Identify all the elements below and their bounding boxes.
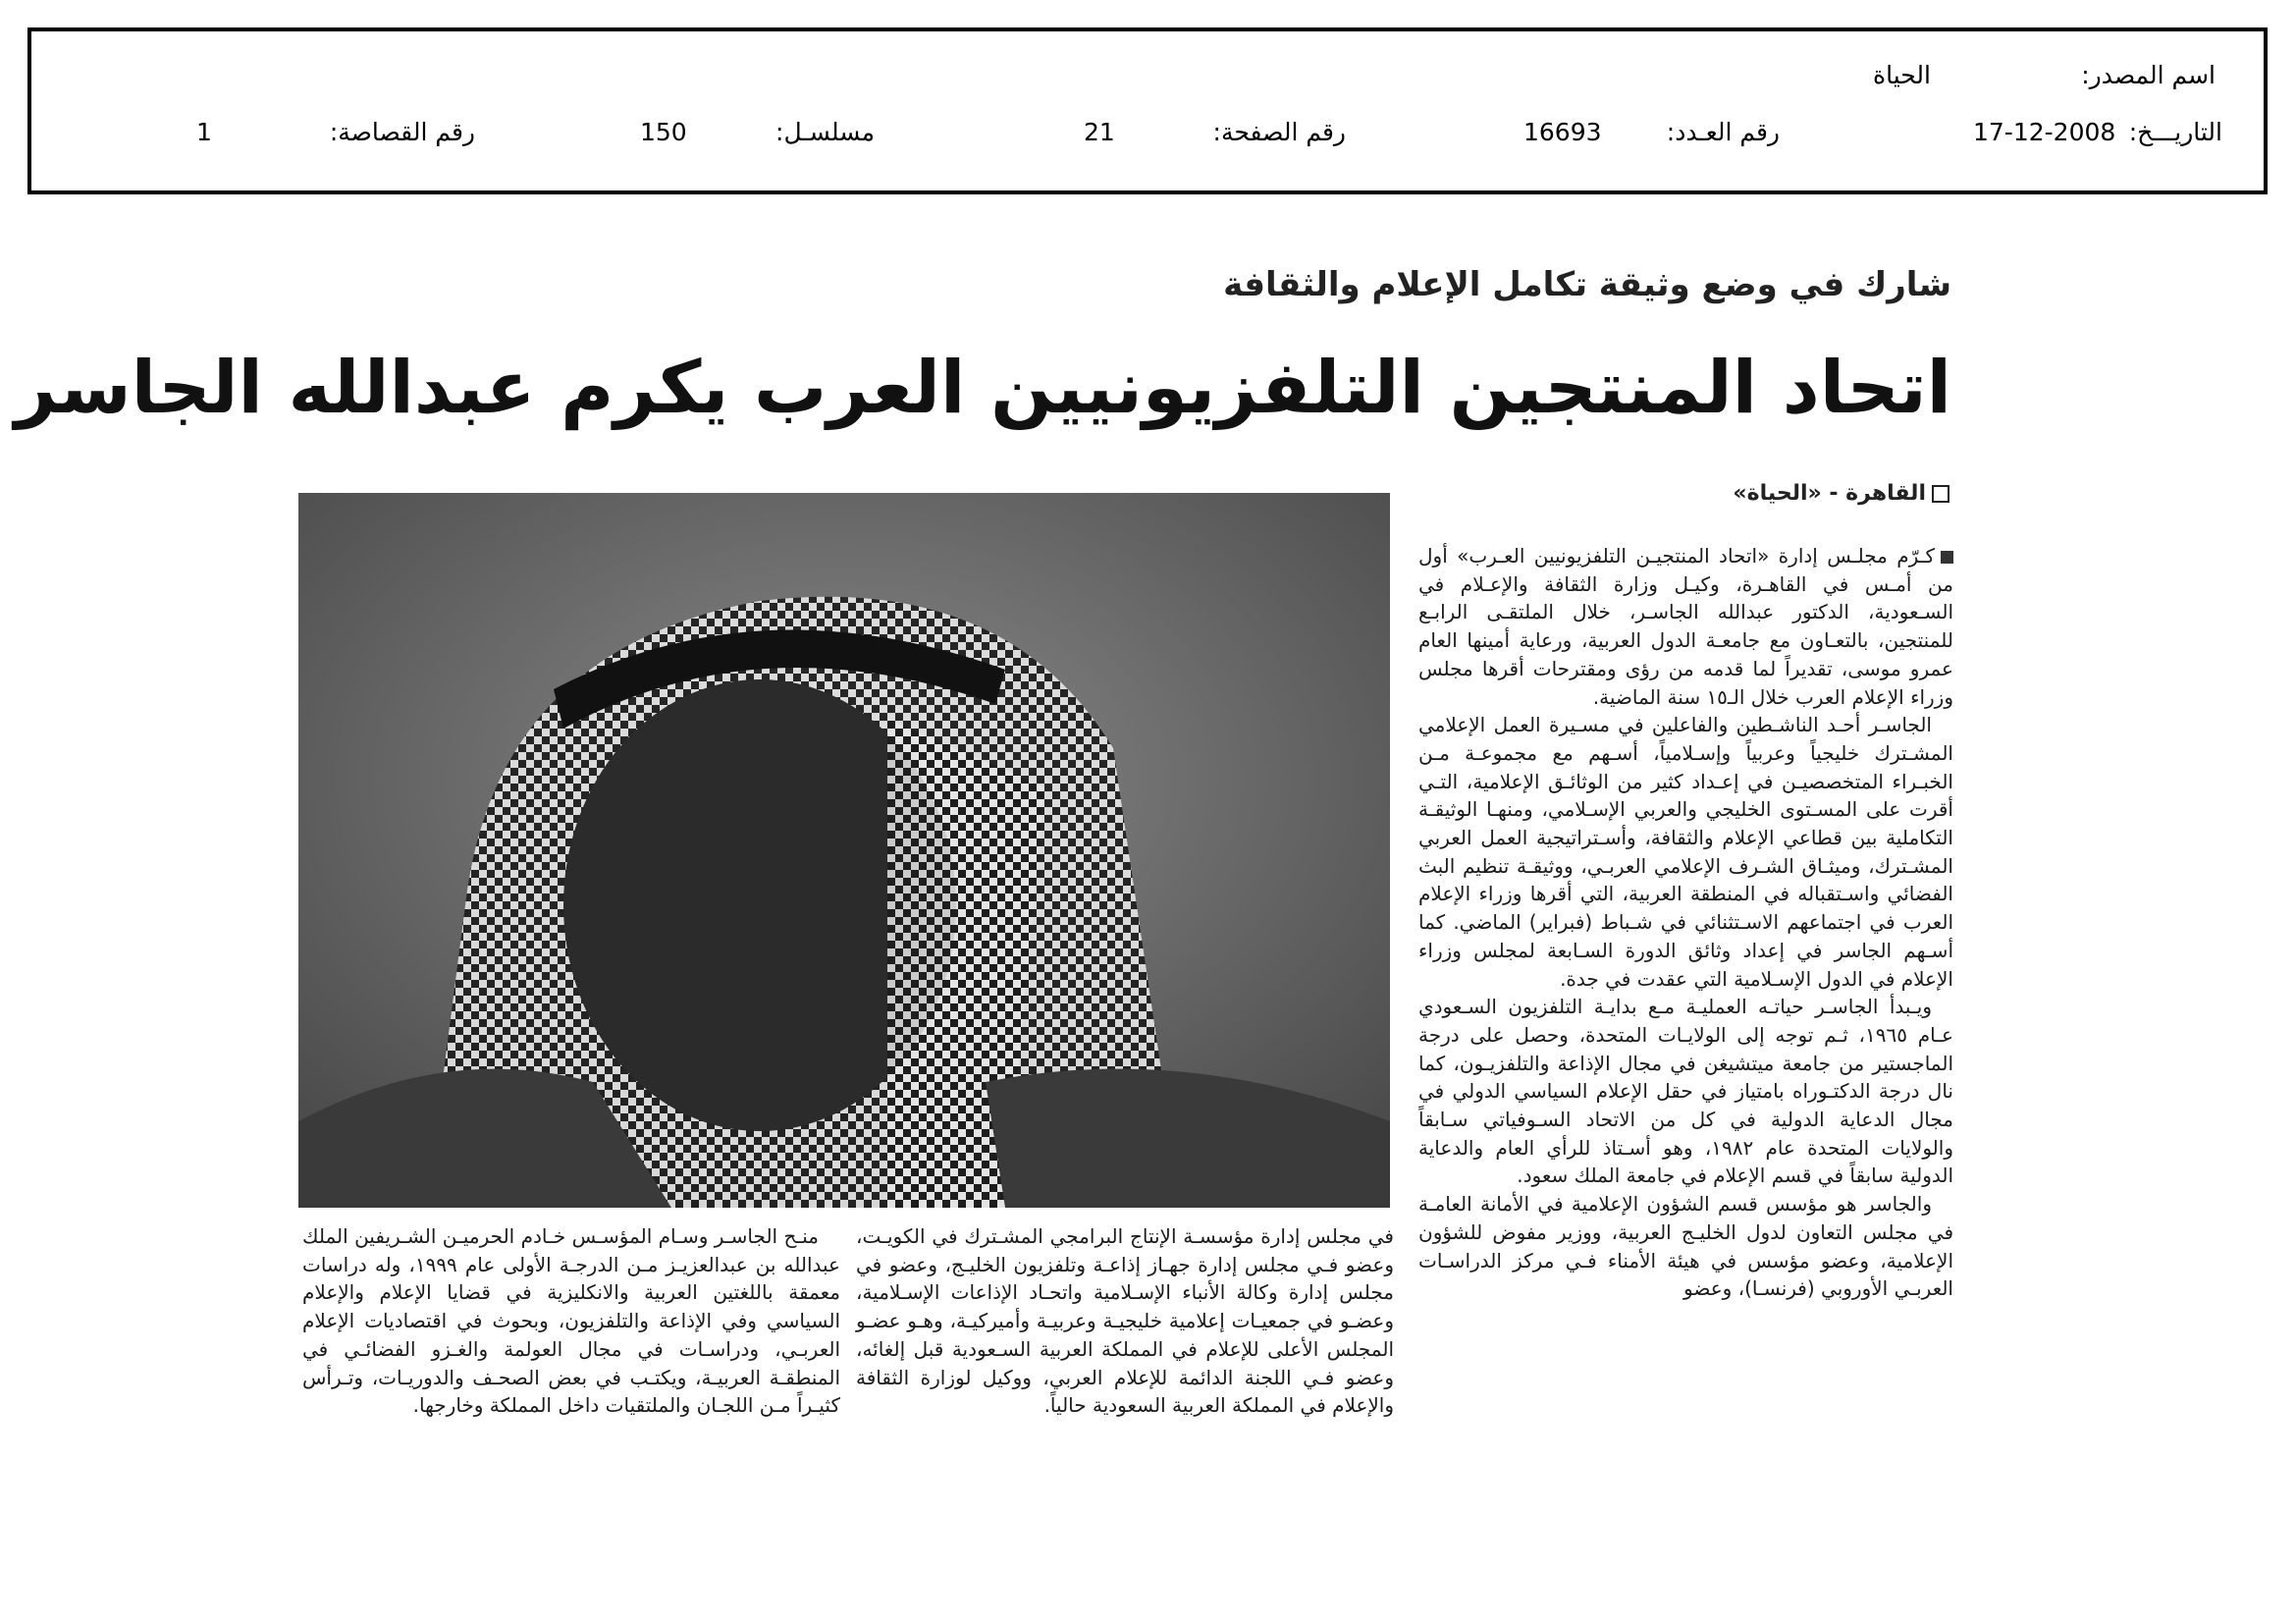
article [14,255,1963,1483]
paragraph: الجاسـر أحـد الناشـطين والفاعلين في مسـيرة العمل الإعلامي المشـترك خليجياً وعربياً وإسـلامياً، أسـهم مع مجموعـة مـن الخبـراء المتخصصيـن في إعـداد كثير من الوثائـق الإعلامية، التـي أقرت على المسـتوى الخليجي والعربي الإسـلامي، ومنهـا الوثيقـة التكاملية بين قطاعي الإعلام والثقافة، وأسـتراتيجية العمل العربي المشـترك، وميثـاق الشـرف الإعلامي العربـي، ووثيقـة تنظيم البث الفضائي واسـتقباله في المنطقة العربية، التي أقرها وزراء الإعلام العرب في اجتماعهم الاسـتثنائي في شـباط (فبراير) الماضي. كما أسـهم الجاسر في إعداد وثائق الدورة السـابعة لمجلس وزراء الإعلام في الدول الإسـلامية التي عقدت في جدة. [1418,713,1953,991]
source-label: اسم المصدر: [2081,61,2216,89]
portrait-illustration [298,493,1390,1208]
article-column-right [1418,542,1953,1485]
square-icon [1932,485,1949,503]
serial-value: 150 [640,118,687,146]
date-value: 17-12-2008 [1973,118,2116,146]
page-label: رقم الصفحة: [1212,118,1346,146]
bullet-icon [1941,551,1953,564]
clipping-value: 1 [196,118,212,146]
issue-value: 16693 [1523,118,1602,146]
paragraph: منـح الجاسـر وسـام المؤسـس خـادم الحرميـن الشـريفين الملك عبدالله بن عبدالعزيـز مـن الدرجـة الأولى عام ١٩٩٩، وله دراسات معمقة باللغتين العربية والانكليزية في قضايا الإعلام والإعلام السياسي وفي الإذاعة والتلفزيون، وبحوث في اقتصاديات الإعلام العربـي، ودراسـات في مجال العولمة والغـزو الفضائـي في المنطقـة العربيـة، ويكتـب في بعض الصحـف والدوريـات، وتـرأس كثيـراً مـن اللجـان والملتقيات داخل المملكة وخارجها. [302,1224,840,1418]
dateline-text: القاهرة - «الحياة» [1733,481,1926,506]
article-headline: اتحاد المنتجين التلفزيونيين العرب يكرم عبدالله الجاسر [14,346,1951,430]
source-value: الحياة [1873,61,1931,89]
paragraph: ويـبدأ الجاسـر حياتـه العمليـة مـع بدايـة التلفزيون السـعودي عـام ١٩٦٥، ثـم توجه إلى الولايـات المتحدة، وحصل على درجة الماجستير من جامعة ميتشيغن في مجال الإذاعة والتلفزيـون، كما نال درجة الدكتـوراه بامتياز في حقل الإعلام السياسي الدولي في مجال الدعاية الدولية في كل من الاتحاد السـوفياتي سـابقاً والولايات المتحدة عام ١٩٨٢، وهو أسـتاذ للرأي العام والدعاية الدولية سابقاً في قسم الإعلام في جامعة الملك سعود. [1418,995,1953,1188]
paragraph: كـرّم مجلـس إدارة «اتحاد المنتجيـن التلفزيونيين العـرب» أول من أمـس في القاهـرة، وكيـل وزارة الثقافة والإعـلام في السـعودية، الدكتور عبدالله الجاسـر، خلال الملتقـى الرابـع للمنتجين، بالتعـاون مع جامعـة الدول العربية، ورعاية أمينها العام عمرو موسى، تقديراً لما قدمه من رؤى ومقترحات أقرها مجلس وزراء الإعلام العرب خلال الـ١٥ سنة الماضية. [1418,544,1953,709]
header-box [27,27,2268,194]
article-dateline [1557,481,1949,506]
page-value: 21 [1084,118,1115,146]
article-photo [298,493,1390,1208]
article-column-left [302,1222,840,1478]
article-subheadline: شارك في وضع وثيقة تكامل الإعلام والثقافة [1223,265,1951,304]
paragraph: والجاسر هو مؤسس قسم الشؤون الإعلامية في الأمانة العامـة في مجلس التعاون لدول الخليـج العربية، ووزير مفوض للشؤون الإعلامية، وعضو مؤسس في هيئة الأمناء فـي مركز الدراسـات العربـي الأوروبي (فرنسـا)، وعضو [1418,1192,1953,1301]
paragraph: في مجلس إدارة مؤسسـة الإنتاج البرامجي المشـترك في الكويـت، وعضو فـي مجلس إدارة جهـاز إذاعـة وتلفزيون الخليـج، وعضو في مجلس إدارة وكالة الأنباء الإسـلامية واتحـاد الإذاعات الإسـلامية، وعضـو في جمعيـات إعلامية خليجيـة وعربيـة وأميركيـة، وهـو عضـو المجلس الأعلى للإعلام في المملكة العربية السـعودية قبل إلغائه، وعضو فـي اللجنة الدائمة للإعلام العربي، ووكيل لوزارة الثقافة والإعلام في المملكة العربية السعودية حالياً. [856,1224,1394,1418]
clipping-label: رقم القصاصة: [329,118,475,146]
article-column-middle [856,1222,1394,1478]
date-label: التاريـــخ: [2128,118,2222,146]
serial-label: مسلسـل: [775,118,875,146]
issue-label: رقم العـدد: [1666,118,1780,146]
